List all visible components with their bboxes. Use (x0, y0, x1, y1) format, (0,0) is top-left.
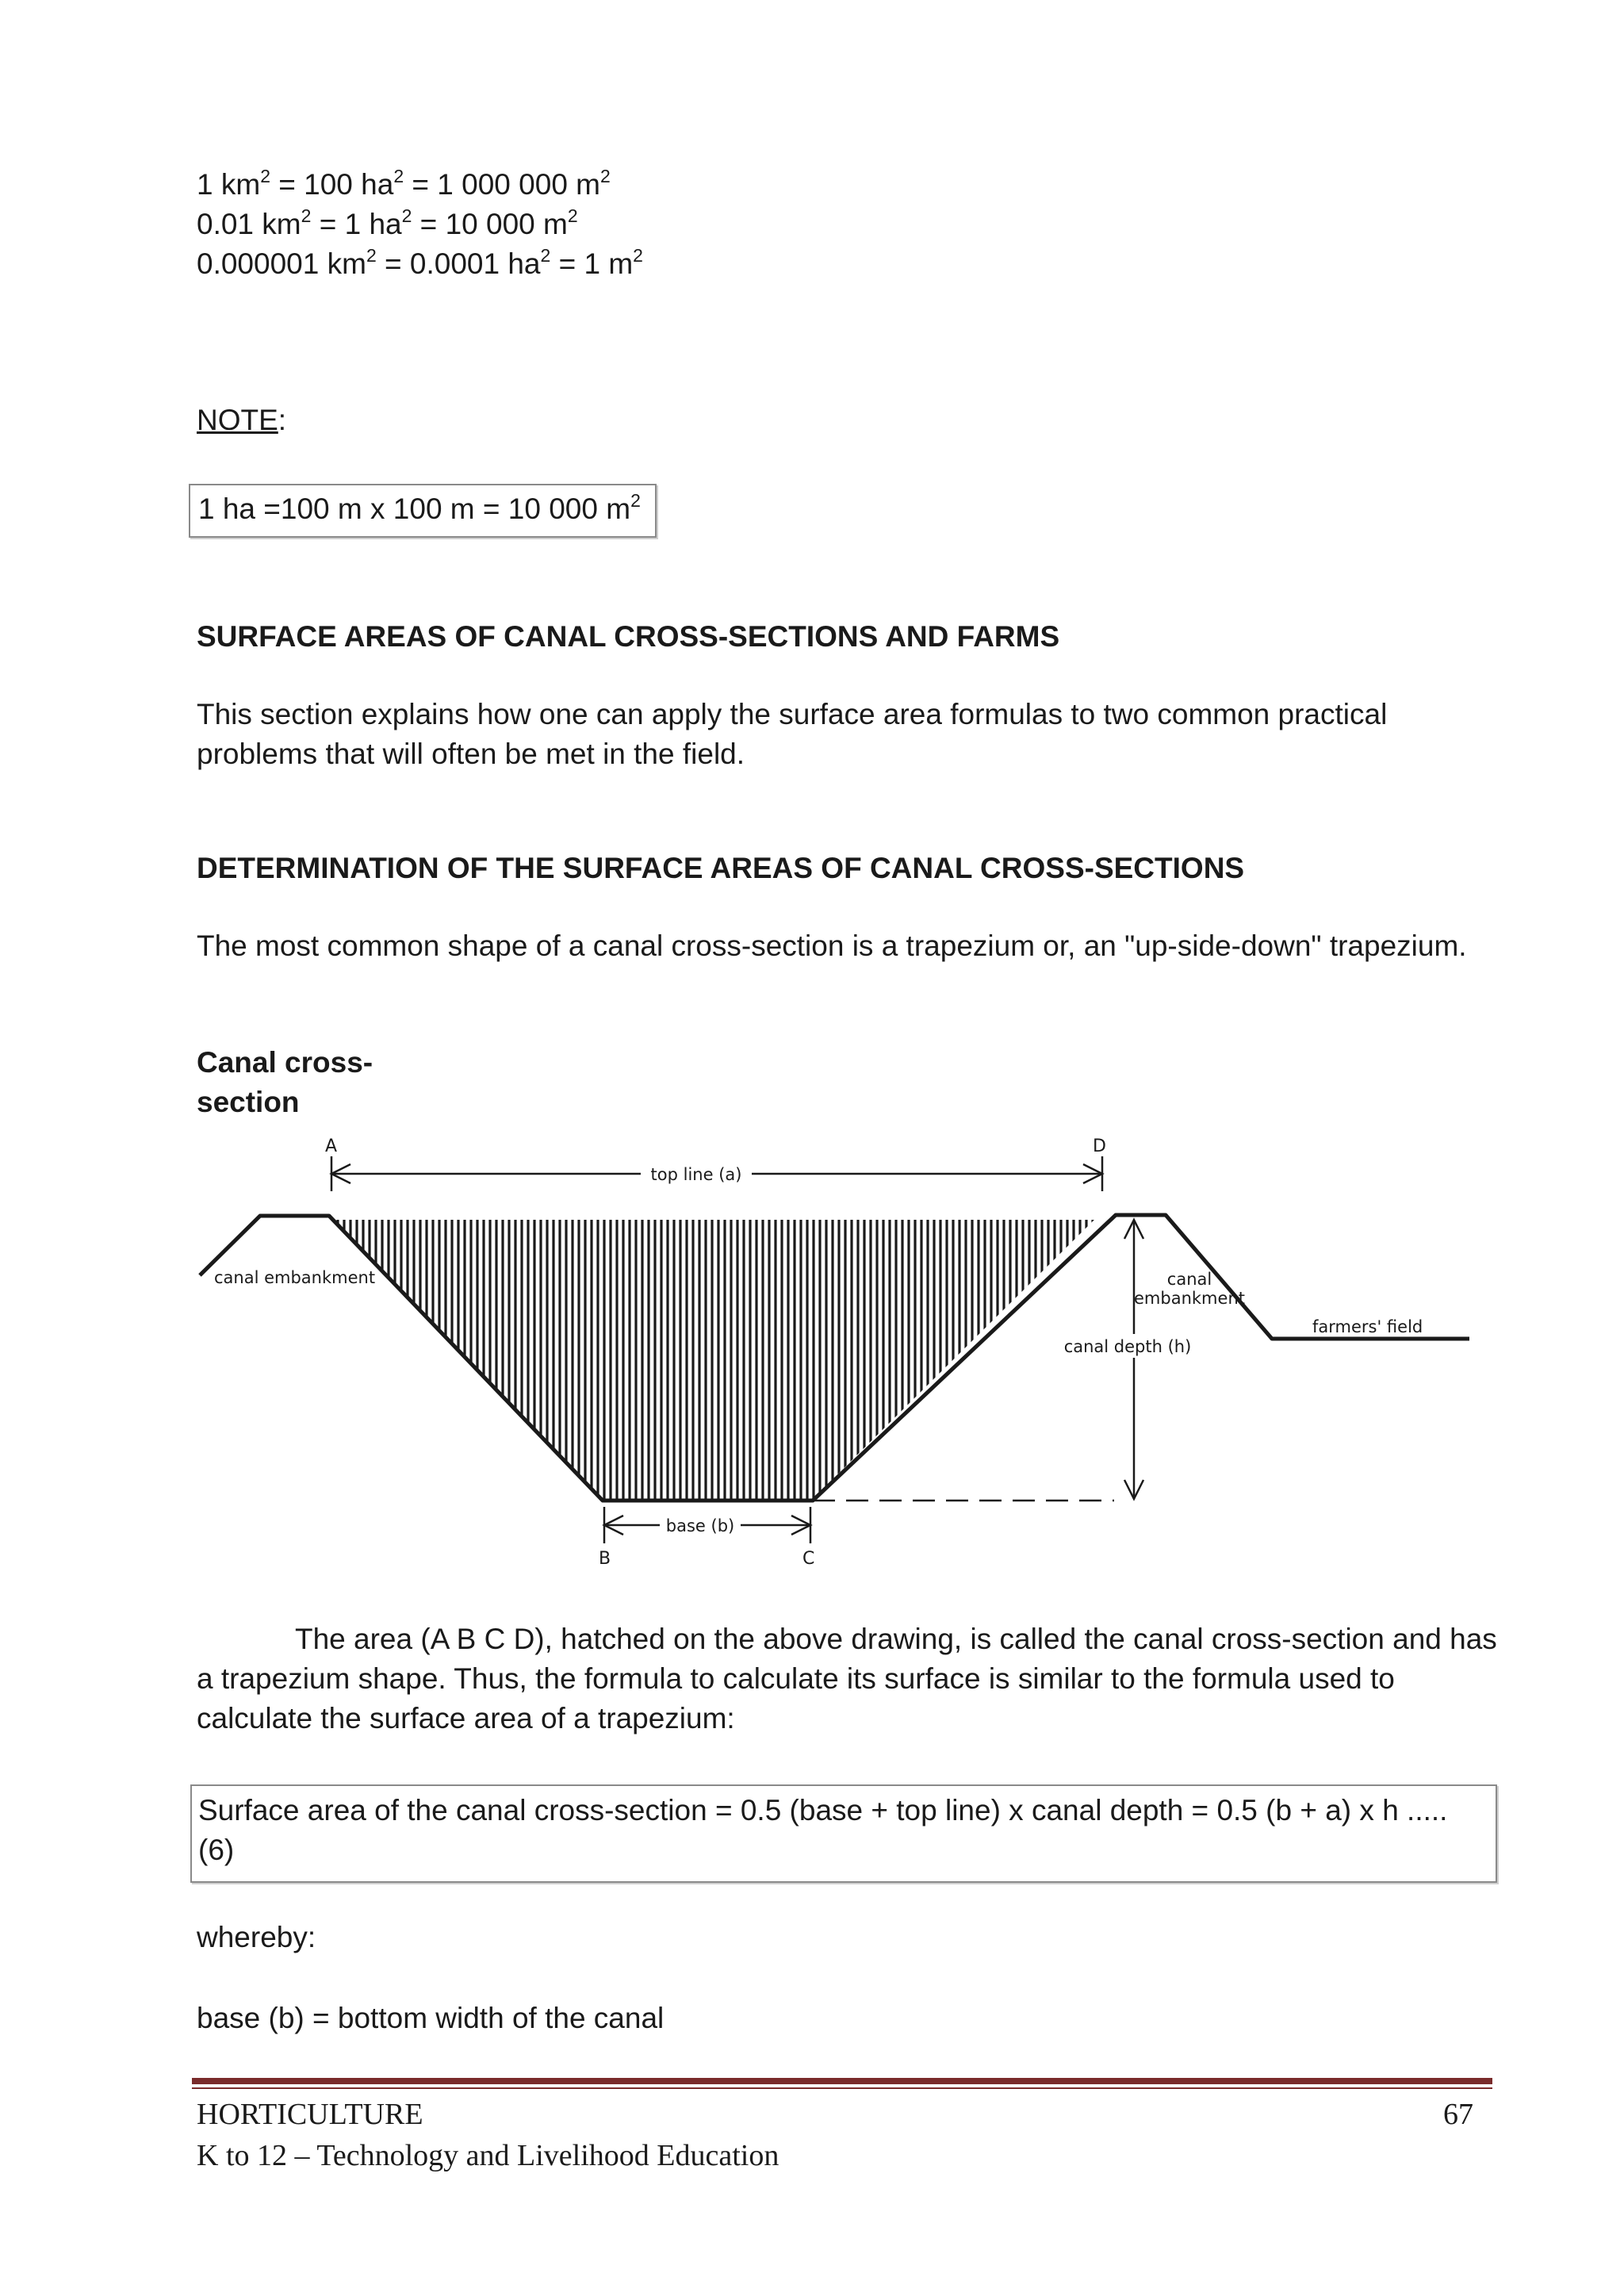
canal-depth-label: canal depth (h) (1063, 1337, 1192, 1356)
base-label: base (b) (665, 1516, 735, 1535)
point-label-a: A (325, 1137, 338, 1156)
top-line-label: top line (a) (650, 1165, 742, 1184)
point-label-b: B (599, 1549, 611, 1569)
conversion-line-1: 1 $km^2 = 100$ $ha^2 = 1$ 000 000 $m^2$ (197, 166, 611, 201)
hectare-formula-box: 1 ha =100 m x 100 m = 10 000 $m^2$ (189, 484, 657, 538)
conversion-line-2: 0.01 $km^2 = 1$ $ha^2 = 10$ 000 $m^2$ (197, 205, 578, 240)
conversion-line-3: 0.000001 $km^2 = 0.0001$ $ha^2 = 1$ $m^2$ (197, 245, 643, 280)
section-heading-surface-areas: SURFACE AREAS OF CANAL CROSS-SECTIONS AND FARMS (197, 620, 1060, 653)
section-heading-determination: DETERMINATION OF THE SURFACE AREAS OF CANAL CROSS-SECTIONS (197, 852, 1245, 884)
whereby-text: whereby: (197, 1921, 316, 1953)
canal-cross-section-diagram (190, 1126, 1483, 1586)
footer-subject: HORTICULTURE (197, 2098, 423, 2131)
hatched-cross-section (331, 1220, 1094, 1499)
farmers-field-label: farmers' field (1312, 1317, 1423, 1336)
area-conversions (197, 165, 643, 284)
page-number: 67 (1443, 2098, 1473, 2131)
point-label-d: D (1093, 1137, 1106, 1156)
surface-area-formula-box: Surface area of the canal cross-section = 0.5 (base + top line) x canal depth = 0.5 (b + a) x h ..... (6) (190, 1784, 1497, 1883)
point-label-c: C (802, 1549, 815, 1569)
right-embankment-label-2: embankment (1134, 1289, 1245, 1308)
figure-caption: Canal cross-section (197, 1046, 373, 1118)
right-embankment-label-1: canal (1166, 1270, 1212, 1289)
page-footer (197, 2094, 1492, 2176)
footer-rule-thin (192, 2087, 1492, 2089)
left-embankment-label: canal embankment (214, 1268, 376, 1287)
trapezium-paragraph: The most common shape of a canal cross-section is a trapezium or, an "up-side-down" trapezium. (197, 930, 1467, 962)
cross-section-paragraph: The area (A B C D), hatched on the above drawing, is called the canal cross-section and has a trapezium shape. Thus, the formula to calculate its surface is similar to the formula used to calculate the surface area of a trapezium: (197, 1623, 1497, 1734)
footer-course: K to 12 – Technology and Livelihood Education (197, 2139, 779, 2172)
footer-rule-thick (192, 2078, 1492, 2084)
section-intro-paragraph: This section explains how one can apply the surface area formulas to two common practical problems that will often be met in the field. (197, 698, 1388, 770)
base-definition: base (b) = bottom width of the canal (197, 2002, 665, 2034)
note-label: NOTE: (197, 404, 287, 436)
